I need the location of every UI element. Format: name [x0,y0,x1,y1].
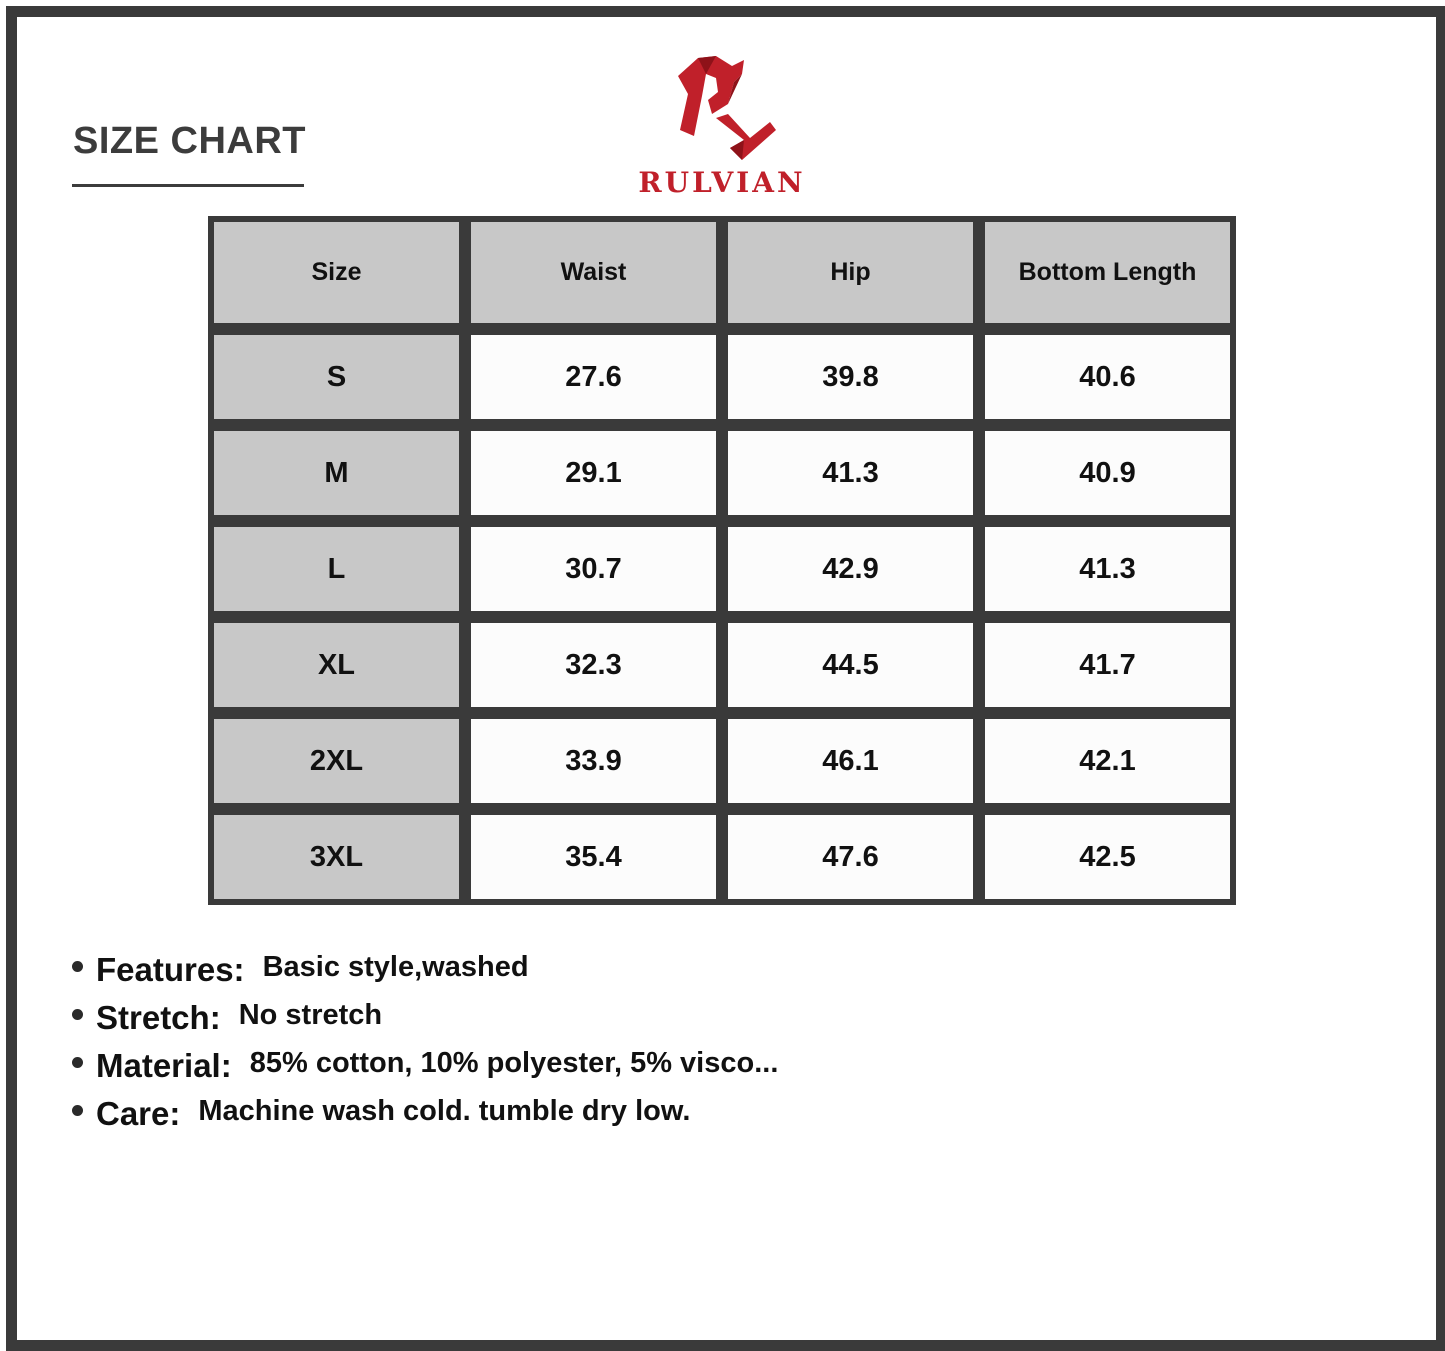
size-cell: L [214,527,471,623]
size-cell: XL [214,623,471,719]
detail-value: 85% cotton, 10% polyester, 5% visco... [249,1046,779,1079]
detail-features [72,946,778,994]
hip-cell: 42.9 [728,527,985,623]
table-row [214,623,1230,719]
waist-cell: 29.1 [471,431,728,527]
bullet-icon [72,1009,83,1020]
column-header: Hip [728,222,985,335]
column-header: Bottom Length [985,222,1230,335]
detail-value: No stretch [238,998,383,1031]
size-cell: M [214,431,471,527]
bottom-length-cell: 42.1 [985,719,1230,815]
table-header-row [214,222,1230,335]
bottom-length-cell: 41.7 [985,623,1230,719]
detail-label: Features: [96,951,245,988]
bottom-length-cell: 41.3 [985,527,1230,623]
hip-cell: 44.5 [728,623,985,719]
title-underline [72,184,304,187]
product-details-list [72,946,778,1138]
size-cell: 3XL [214,815,471,899]
bottom-length-cell: 42.5 [985,815,1230,899]
detail-value: Machine wash cold. tumble dry low. [198,1094,691,1127]
waist-cell: 33.9 [471,719,728,815]
hip-cell: 46.1 [728,719,985,815]
bottom-length-cell: 40.6 [985,335,1230,431]
page-title: SIZE CHART [73,120,306,162]
bullet-icon [72,1057,83,1068]
stylized-r-logo-icon [672,52,778,164]
detail-label: Material: [96,1047,232,1084]
detail-material [72,1042,778,1090]
hip-cell: 47.6 [728,815,985,899]
waist-cell: 30.7 [471,527,728,623]
hip-cell: 39.8 [728,335,985,431]
brand-name: RULVIAN [638,166,806,199]
column-header: Waist [471,222,728,335]
bullet-icon [72,961,83,972]
waist-cell: 27.6 [471,335,728,431]
table-row [214,815,1230,899]
table-row [214,431,1230,527]
waist-cell: 35.4 [471,815,728,899]
column-header: Size [214,222,471,335]
bullet-icon [72,1105,83,1116]
size-cell: S [214,335,471,431]
detail-stretch [72,994,778,1042]
detail-care [72,1090,778,1138]
detail-label: Stretch: [96,999,221,1036]
table-row [214,527,1230,623]
size-cell: 2XL [214,719,471,815]
detail-label: Care: [96,1095,181,1132]
size-table [208,216,1236,905]
hip-cell: 41.3 [728,431,985,527]
waist-cell: 32.3 [471,623,728,719]
table-row [214,335,1230,431]
table-row [214,719,1230,815]
bottom-length-cell: 40.9 [985,431,1230,527]
detail-value: Basic style,washed [262,950,529,983]
